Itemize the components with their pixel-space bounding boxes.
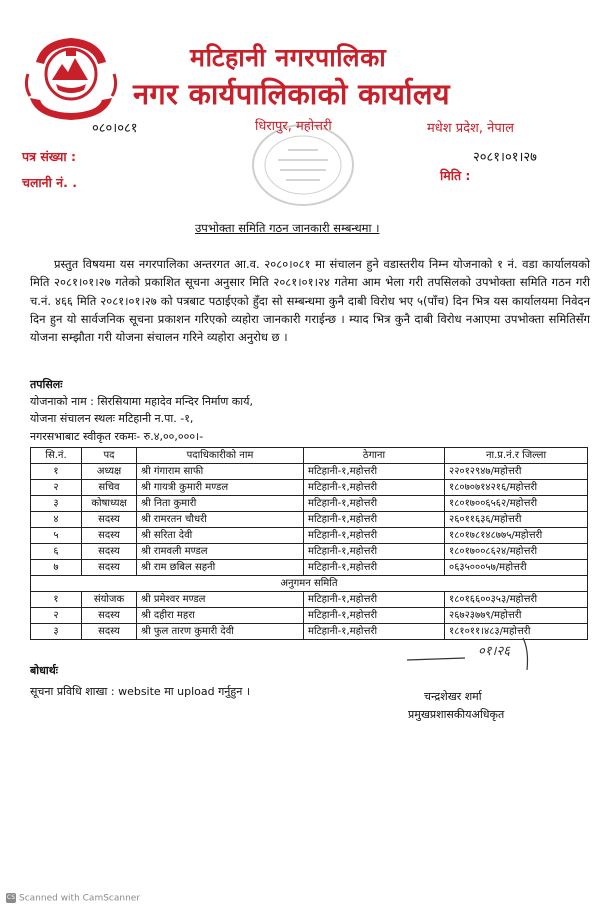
project-location: योजना संचालन स्थलः मटिहानी न.पा. -१, [30,412,194,425]
table-cell: ६ [31,544,82,560]
column-header: ठेगाना [304,448,445,464]
table-cell: सचिव [82,480,137,496]
table-cell: मटिहानी-१,महोत्तरी [304,608,445,624]
table-cell: १८०७०७१४२१६/महोत्तरी [445,480,588,496]
table-cell: मटिहानी-१,महोत्तरी [304,592,445,608]
table-cell: मटिहानी-१,महोत्तरी [304,496,445,512]
table-cell: कोषाध्यक्ष [82,496,137,512]
date-label: मिति : [440,168,471,183]
table-cell: १८१०११।४८३/महोत्तरी [445,624,588,640]
table-row [31,496,588,512]
office-name: नगर कार्यपालिकाको कार्यालय [133,77,450,111]
table-cell: श्री गंगाराम साफी [137,464,304,480]
table-cell: मटिहानी-१,महोत्तरी [304,480,445,496]
monitoring-heading-row [31,576,588,592]
letter-body: प्रस्तुत विषयमा यस नगरपालिका अन्तरगत आ.व. २०८०।०८१ मा संचालन हुने वडास्तरीय निम्न योजनाको १ नं. वडा कार्यालयको मिति २०८१।०१।२७ गतेको प्रकाशित सूचना अनुसार मिति २०८१।०१।२४ गतेमा आम भेला गरी तपसिलको उपभोक्ता समिति गठन गरी च.नं. ४६६ मिति २०८१।०१।२७ को पत्रबाट पठाईएको हुँदा सो सम्बन्धमा कुनै दाबी विरोध भए ५(पाँच) दिन भित्र यस कार्यालयमा निवेदन दिन हुन यो सार्वजनिक सूचना प्रकाशन गरिएको व्यहोरा जानकारी गराईन्छ । म्याद भित्र कुनै दाबी विरोध नआएमा उपभोक्ता समितिसँग योजना सम्झौता गरी योजना संचालन गरिने व्यहोरा अनुरोध छ । [30,257,590,345]
table-cell: मटिहानी-१,महोत्तरी [304,464,445,480]
table-row [31,608,588,624]
letter-subject: उपभोक्ता समिति गठन जानकारी सम्बन्धमा । [195,221,380,235]
table-cell: अध्यक्ष [82,464,137,480]
table-cell: श्री गायत्री कुमारी मण्डल [137,480,304,496]
column-header: पद [82,448,137,464]
table-cell: २६०११६३६/महोत्तरी [445,512,588,528]
table-cell: मटिहानी-१,महोत्तरी [304,560,445,576]
table-cell: ४ [31,512,82,528]
table-cell: ५ [31,528,82,544]
camscanner-logo-icon: CS [7,894,15,901]
table-row [31,512,588,528]
office-stamp-icon [248,120,358,210]
approved-amount: नगरसभाबाट स्वीकृत रकमः- रु.४,००,०००।- [30,430,204,443]
table-cell: श्री दहीरा महरा [137,608,304,624]
table-cell: २ [31,480,82,496]
info-line: सूचना प्रविधि शाखा : website मा upload गर्नुहुन । [30,685,250,698]
info-heading: बोधार्थः [30,664,58,677]
table-cell: श्री निता कुमारी [137,496,304,512]
table-cell: सदस्य [82,624,137,640]
table-cell: २२०१२९४७/महोत्तरी [445,464,588,480]
table-cell: सदस्य [82,544,137,560]
table-row [31,480,588,496]
project-name: योजनाको नाम : सिरसियामा महादेव मन्दिर निर्माण कार्य, [30,395,253,408]
committee-table [30,447,588,640]
table-cell: मटिहानी-१,महोत्तरी [304,528,445,544]
table-cell: १ [31,464,82,480]
table-cell: २ [31,608,82,624]
table-cell: सदस्य [82,560,137,576]
table-cell: ७ [31,560,82,576]
table-cell: १८०१७००८६२४/महोत्तरी [445,544,588,560]
table-cell: १८०१७००६५६२/महोत्तरी [445,496,588,512]
table-cell: मटिहानी-१,महोत्तरी [304,512,445,528]
dispatch-number-label: चलानी नं. . [22,175,77,190]
table-cell: श्री सरिता देवी [137,528,304,544]
scanner-watermark [6,893,140,904]
table-cell: ३ [31,624,82,640]
table-cell: श्री राम छबिल सहनी [137,560,304,576]
table-cell: मटिहानी-१,महोत्तरी [304,624,445,640]
table-cell: ०६३५०००५७/महोत्तरी [445,560,588,576]
table-cell: मटिहानी-१,महोत्तरी [304,544,445,560]
table-header-row [31,448,588,464]
table-row [31,528,588,544]
signatory-name: चन्द्रशेखर शर्मा [424,690,482,703]
fiscal-year: ०८०।०८१ [92,121,138,136]
scanner-text: Scanned with CamScanner [19,893,141,904]
table-cell: १ [31,592,82,608]
table-row [31,592,588,608]
table-cell: ३ [31,496,82,512]
municipality-name: मटिहानी नगरपालिका [190,43,387,72]
table-cell: श्री रामरतन चौधरी [137,512,304,528]
letter-date: २०८१।०१।२७ [473,150,537,165]
table-cell: १८०१६६००३५३/महोत्तरी [445,592,588,608]
table-cell: सदस्य [82,512,137,528]
table-row [31,560,588,576]
table-row [31,544,588,560]
table-cell: संयोजक [82,592,137,608]
table-cell: २६७२३७७९/महोत्तरी [445,608,588,624]
monitoring-committee-heading: अनुगमन समिति [31,576,588,592]
column-header: सि.नं. [31,448,82,464]
province: मधेश प्रदेश, नेपाल [427,121,514,136]
signature-date: ०१।२६ [478,644,510,659]
letter-number-label: पत्र संख्या : [22,149,76,164]
table-cell: १८०१७८१४८७७५/महोत्तरी [445,528,588,544]
column-header: पदाधिकारीको नाम [137,448,304,464]
table-cell: सदस्य [82,528,137,544]
table-cell: श्री फुल तारण कुमारी देवी [137,624,304,640]
table-cell: श्री प्रमेश्वर मण्डल [137,592,304,608]
table-cell: श्री रामवली मण्डल [137,544,304,560]
table-row [31,464,588,480]
nepal-emblem-icon [22,34,120,122]
details-heading: तपसिलः [30,378,63,391]
column-header: ना.प्र.नं.र जिल्ला [445,448,588,464]
table-cell: सदस्य [82,608,137,624]
office-location: धिरापुर, महोत्तरी [255,119,332,134]
signatory-title: प्रमुखप्रशासकीयअधिकृत [408,708,505,721]
